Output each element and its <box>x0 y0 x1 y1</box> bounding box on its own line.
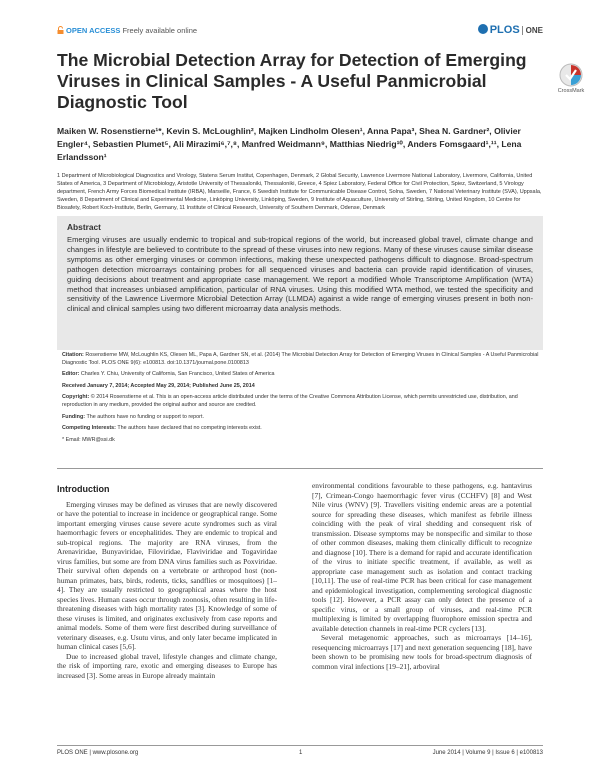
crossmark-badge[interactable] <box>553 63 589 94</box>
competing-label: Competing Interests: <box>62 425 116 432</box>
email: * Email: MWR@ssi.dk <box>62 436 115 443</box>
right-column <box>312 481 532 671</box>
left-column <box>57 485 277 680</box>
freely-available-label: Freely available online <box>122 26 198 35</box>
citation <box>62 352 542 367</box>
open-access-badge <box>57 26 197 35</box>
abstract-box <box>57 216 543 350</box>
citation-label: Citation: <box>62 352 84 358</box>
one-brand: ONE <box>522 26 543 35</box>
copyright-label: Copyright: <box>62 394 90 401</box>
abstract-text: Emerging viruses are usually endemic to tropical and sub-tropical regions of the world, but increased global travel, climate change and changes in lifestyle are believed to contribute to the spread of these viruses into new regions. Many of these viruses cause similar disease symptoms as other emerging viruses or common infections, making these unexpected pathogens difficult to diagnose. Broad-spectrum pathogen detection microarrays containing probes for all sequenced viruses and bacteria can provide rapid identification of viruses, guiding decisions about treatment and appropriate case management. We report a modified Whole Transcriptome Amplification (WTA) method that increases unbiased amplification, particular of RNA viruses. Using this modified WTA method, we tested the specificity and sensitivity of the Lawrence Livermore Microbial Detection Array (LLMDA) against a wide range of emerging viruses present in both non-clinical and clinical samples using two different microarray data analysis methods. <box>67 235 533 314</box>
funding-label: Funding: <box>62 413 86 420</box>
crossmark-label: CrossMark <box>557 88 585 94</box>
section-divider <box>57 468 543 469</box>
plos-logo-icon <box>478 24 488 34</box>
editor-text: Charles Y. Chiu, University of California, San Francisco, United States of America <box>80 371 275 378</box>
footer-divider <box>57 745 543 746</box>
intro-paragraph-2: Due to increased global travel, lifestyle changes and climate change, the risk of importing rare, exotic and emerging diseases to Europe has increased [3]. Some areas in Europe already maintain <box>57 651 277 680</box>
copyright-text: © 2014 Rosenstierne et al. This is an open-access article distributed under the terms of the Creative Commons Attribution License, which permits unrestricted use, distribution, and reproduction in any medium, provided the original author and source are credited. <box>62 394 518 408</box>
editor-label: Editor: <box>62 371 80 378</box>
citation-text: Rosenstierne MW, McLoughlin KS, Olesen ML, Papa A, Gardner SN, et al. (2014) The Microbial Detection Array for Detection of Emerging Viruses in Clinical Samples - A Useful Panmicrobial Diagnostic Tool. PLOS ONE 9(6): e100813. doi:10.1371/journal.pone.0100813 <box>62 352 539 366</box>
intro-paragraph-1: Emerging viruses may be defined as viruses that are newly discovered or have the potential to increase in incidence or geographical range. Some important emerging viruses cause severe acute syndromes such as viral haemorrhagic fevers or encephalitides. They are endemic to tropical and sub-tropical regions. The majority are RNA viruses, from the Arenaviridae, Bunyaviridae, Filoviridae, Flaviviridae and Togaviridae virus families, but some are from DNA virus families such as Poxviridae. Their survival often depends on a vertebrate or arthropod host (non-human primates, bats, birds, rodents, ticks, sandflies or mosquitoes) [1–4]. They are usually restricted to geographical areas where the host species lives. Human cases occur through zoonosis, often resulting in life-threatening diseases with high mortality rates [3]. Knowledge of some of these viruses is limited, and originates exclusively from case reports and animal models. Some of them were first described during surveillance of veterinary diseases, e.g. Usutu virus, and only later became implicated in human clinical cases [5,6]. <box>57 499 277 651</box>
article-metadata <box>62 352 542 448</box>
footer-journal: PLOS ONE | www.plosone.org <box>57 750 139 756</box>
page-number: 1 <box>299 750 303 756</box>
journal-header-bar <box>57 24 543 38</box>
abstract-heading: Abstract <box>67 222 101 232</box>
access-label: ACCESS <box>89 26 121 35</box>
intro-paragraph-3: environmental conditions favourable to these pathogens, e.g. hantavirus [7], Crimean-Congo haemorrhagic fever virus (CCHFV) [8] and West Nile virus (WNV) [9]. Travellers visiting endemic areas are a potential source for spreading these diseases, which manifest as febrile illness coinciding with the peak of viral shedding and consequent risk of transmission. Disease symptoms may be nonspecific and similar to those of other common diseases, making them clinically difficult to recognize and diagnose [10]. There is a demand for rapid and accurate identification of the virus to initiate specific treatment, if available, as well as appropriate case management such as isolation and contact tracking [10,11]. The use of real-time PCR has been critical for case management and epidemiological investigation, complementing serological diagnostic tools [12]. However, a PCR assay can only detect the presence of a specific virus, or a small group of viruses, and real-time PCR multiplexing is limited by overlapping fluorophore emission spectra and available detection channels in real-time PCR cyclers [13]. <box>312 481 532 633</box>
open-lock-icon <box>57 26 64 34</box>
competing-interests <box>62 425 542 433</box>
introduction-heading: Introduction <box>57 484 110 494</box>
open-label: OPEN <box>66 26 88 35</box>
affiliations: 1 Department of Microbiological Diagnostics and Virology, Statens Serum Institut, Copenhagen, Denmark, 2 Global Security, Lawrence Livermore National Laboratory, Livermore, California, United States of America, 3 Department of Microbiology, Aristotle University of Thessaloniki, Thessaloniki, Greece, 4 Spiez Laboratory, Federal Office for Civil Protection, Spiez, Switzerland, 5 Virology department, French Army Forces Biomedical Institute (IRBA), Marseille, France, 6 Swedish Institute for Communicable Disease Control, Solna, Sweden, 7 National Veterinary Institute (SVA), Uppsala, Sweden, 8 Department of Clinical and Experimental Medicine, Linköping University, Linköping, Sweden, 9 Institute of Aquaculture, University of Stirling, Stirling, United Kingdom, 10 Centre for Biosafety, Robert Koch-Institute, Berlin, Germany, 11 Institute of Clinical Research, University of Southern Denmark, Odense, Denmark <box>57 173 542 212</box>
copyright <box>62 394 542 409</box>
crossmark-icon <box>559 63 583 87</box>
editor <box>62 371 542 379</box>
funding <box>62 414 542 422</box>
footer-issue: June 2014 | Volume 9 | Issue 6 | e100813 <box>432 750 543 756</box>
intro-paragraph-4: Several metagenomic approaches, such as microarrays [14–16], resequencing microarrays [17] and next generation sequencing [18], have been shown to be promising new tools for broad-spectrum diagnosis of common viral infections [19–21], arboviral <box>312 633 532 671</box>
author-list: Maiken W. Rosenstierne¹*, Kevin S. McLoughlin², Majken Lindholm Olesen¹, Anna Papa³, Shea N. Gardner², Olivier Engler⁴, Sebastien Plumet⁵, Ali Mirazimi⁶,⁷,⁸, Manfred Weidmann⁹, Matthias Niedrig¹⁰, Anders Fomsgaard¹,¹¹, Lena Erlandsson¹ <box>57 126 522 162</box>
page-footer <box>57 750 543 760</box>
article-title: The Microbial Detection Array for Detection of Emerging Viruses in Clinical Samples - A Useful Panmicrobial Diagnostic Tool <box>57 50 527 112</box>
dates <box>62 383 542 391</box>
plos-brand: PLOS <box>489 24 520 36</box>
dates-text: Received January 7, 2014; Accepted May 29, 2014; Published June 25, 2014 <box>62 382 255 389</box>
funding-text: The authors have no funding or support to report. <box>86 413 204 420</box>
plos-one-logo <box>478 24 543 36</box>
competing-text: The authors have declared that no competing interests exist. <box>117 425 262 432</box>
